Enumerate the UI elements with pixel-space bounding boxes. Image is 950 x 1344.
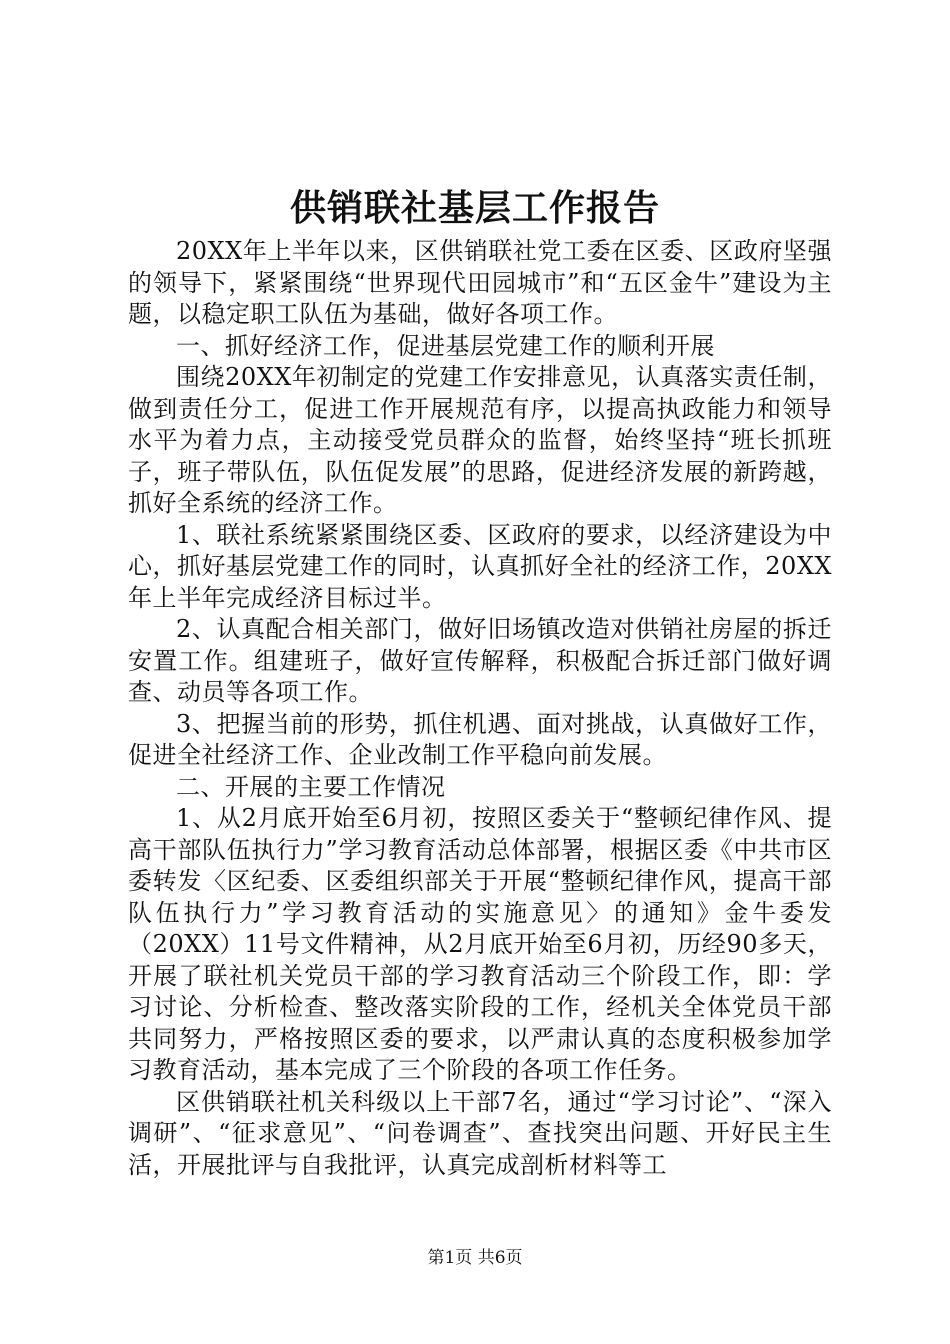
section-1-item-1: 1、联社系统紧紧围绕区委、区政府的要求，以经济建设为中心，抓好基层党建工作的同时，认真抓好全社的经济工作，20XX年上半年完成经济目标过半。 xyxy=(128,520,832,612)
section-2-paragraph: 区供销联社机关科级以上干部7名，通过“学习讨论”、“深入调研”、“征求意见”、“问卷调查”、查找突出问题、开好民主生活，开展批评与自我批评，认真完成剖析材料等工 xyxy=(128,1087,832,1179)
document-body xyxy=(128,236,832,1181)
page-title: 供销联社基层工作报告 xyxy=(289,187,660,229)
section-1-item-3: 3、把握当前的形势，抓住机遇、面对挑战，认真做好工作，促进全社经济工作、企业改制工作平稳向前发展。 xyxy=(128,709,832,769)
intro-paragraph: 20XX年上半年以来，区供销联社党工委在区委、区政府坚强的领导下，紧紧围绕“世界现代田园城市”和“五区金牛”建设为主题，以稳定职工队伍为基础，做好各项工作。 xyxy=(128,237,832,328)
section-heading-1: 一、抓好经济工作，促进基层党建工作的顺利开展 xyxy=(176,331,715,360)
section-2-item-1: 1、从2月底开始至6月初，按照区委关于“整顿纪律作风、提高干部队伍执行力”学习教育活动总体部署，根据区委《中共市区委转发〈区纪委、区委组织部关于开展“整顿纪律作风，提高干部队伍执行力”学习教育活动的实施意见〉的通知》金牛委发（20XX）11号文件精神，从2月底开始至6月初，历经90多天，开展了联社机关党员干部的学习教育活动三个阶段工作，即：学习讨论、分析检查、整改落实阶段的工作，经机关全体党员干部共同努力，严格按照区委的要求，以严肃认真的态度积极参加学习教育活动，基本完成了三个阶段的各项工作任务。 xyxy=(128,804,832,1084)
section-1-item-2: 2、认真配合相关部门，做好旧场镇改造对供销社房屋的拆迁安置工作。组建班子，做好宣传解释，积极配合拆迁部门做好调查、动员等各项工作。 xyxy=(128,615,832,706)
section-1-paragraph: 围绕20XX年初制定的党建工作安排意见，认真落实责任制，做到责任分工，促进工作开展规范有序，以提高执政能力和领导水平为着力点，主动接受党员群众的监督，始终坚持“班长抓班子，班子带队伍，队伍促发展”的思路，促进经济发展的新跨越，抓好全系统的经济工作。 xyxy=(128,363,832,517)
page-footer: 第1页 共6页 xyxy=(427,1248,523,1268)
section-heading-2: 二、开展的主要工作情况 xyxy=(176,772,446,801)
